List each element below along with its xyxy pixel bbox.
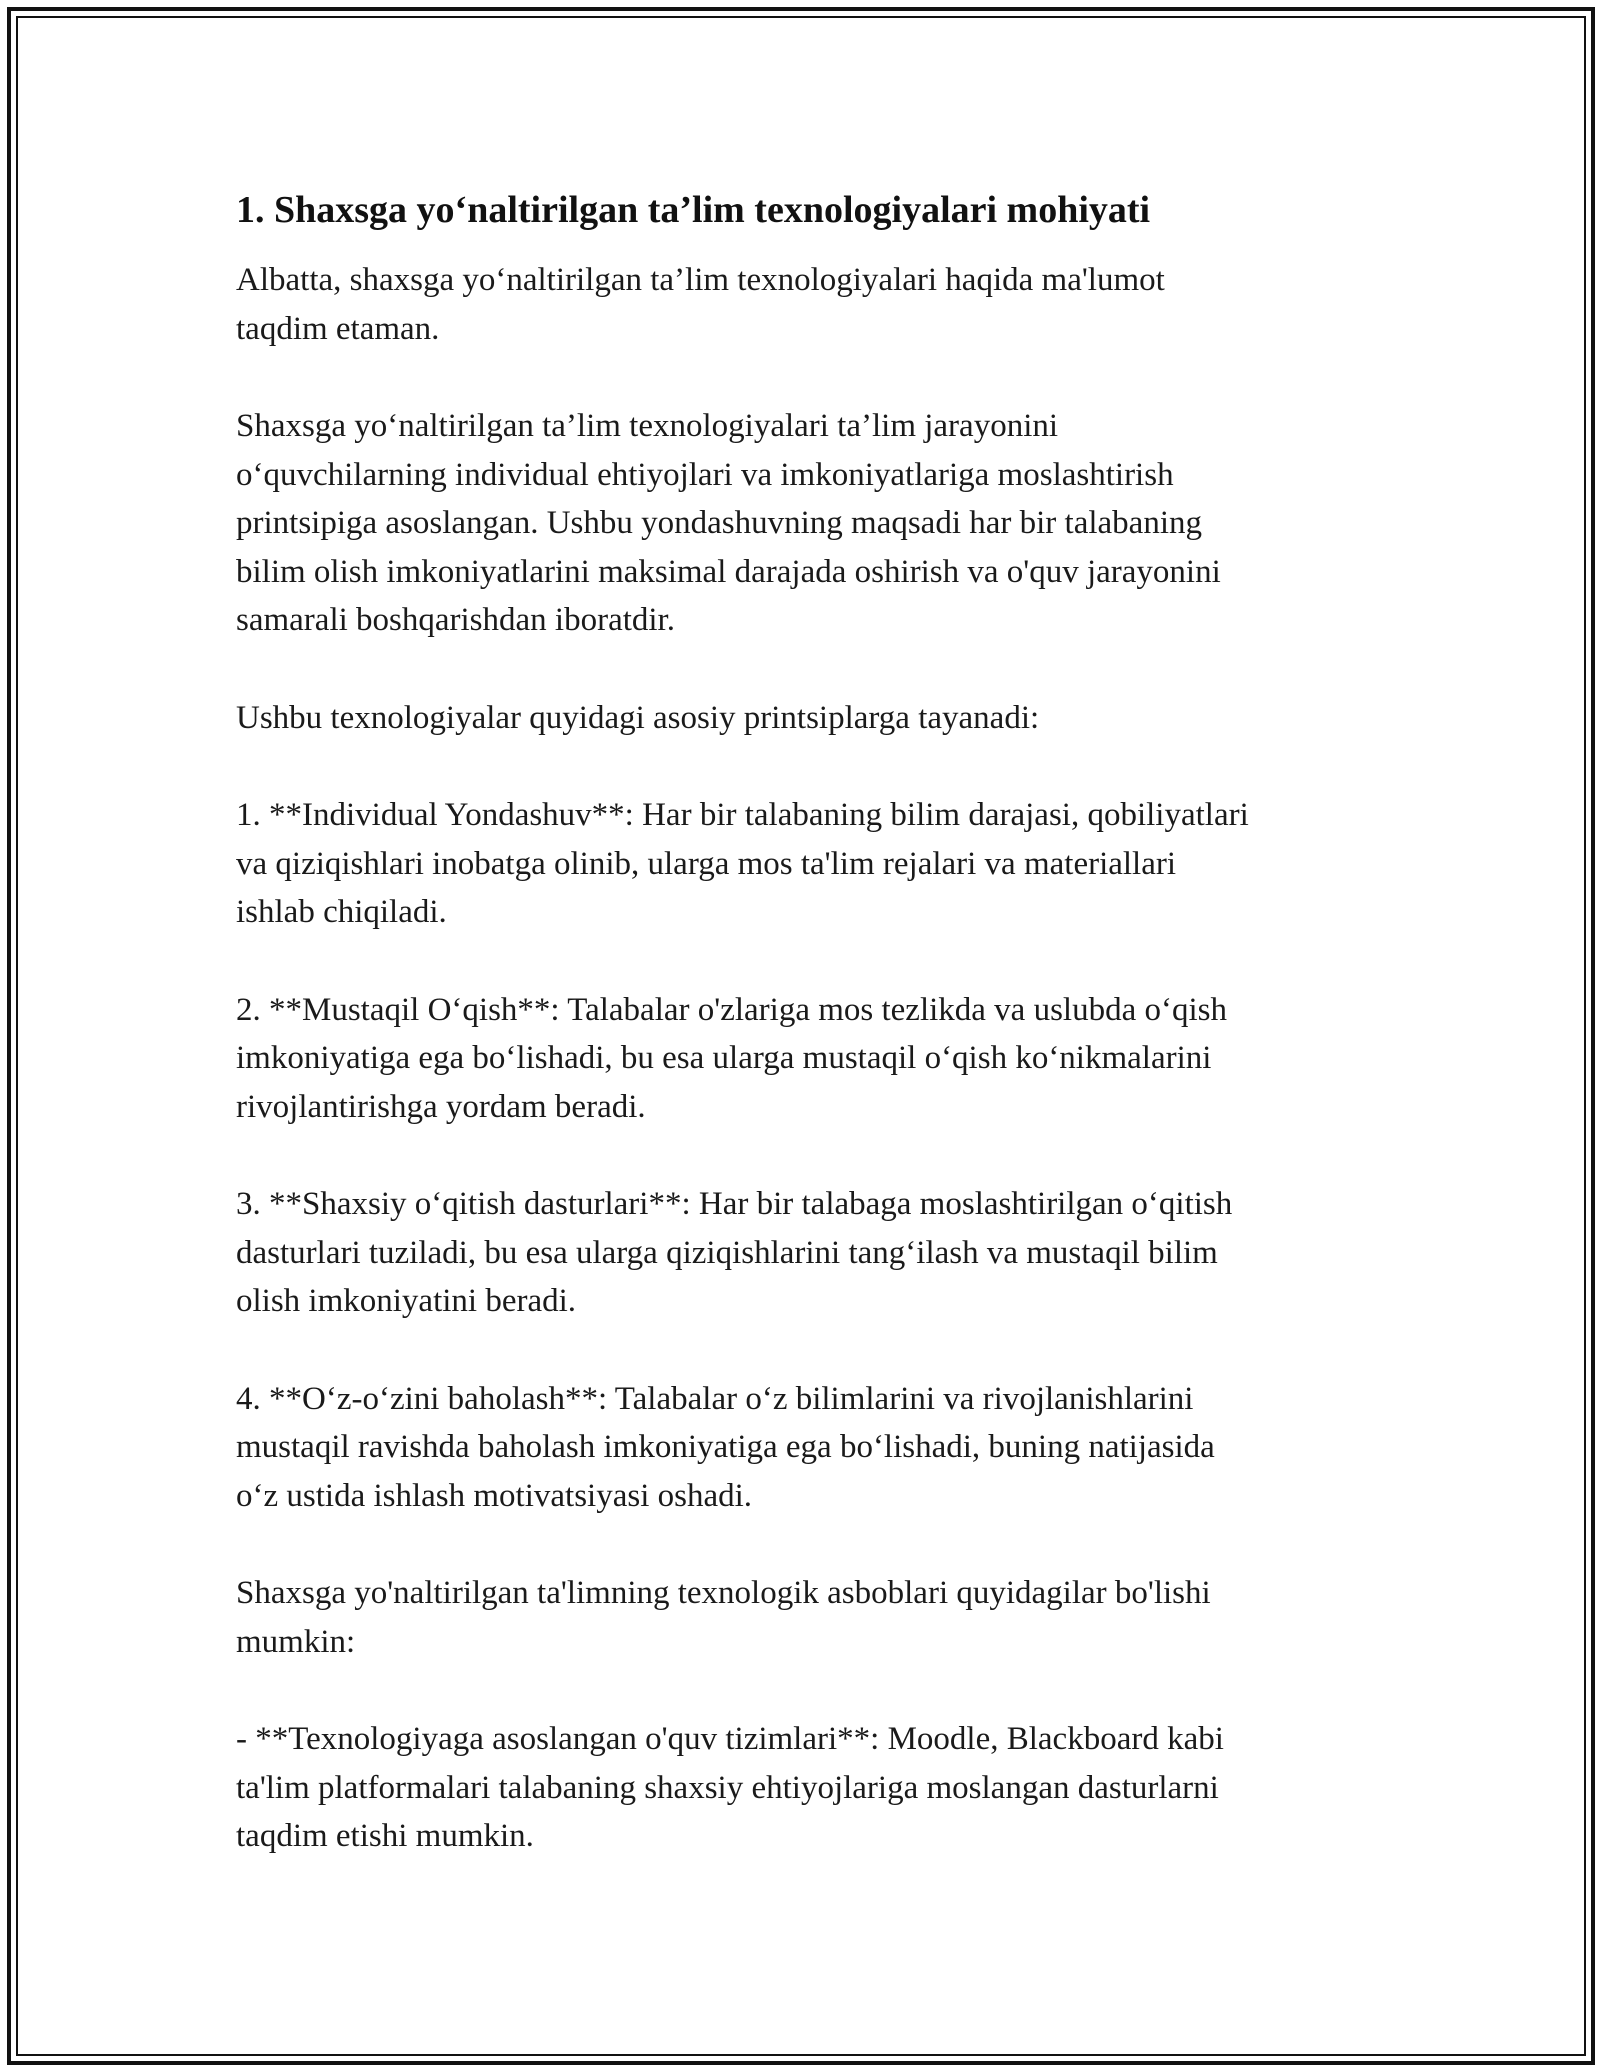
paragraph-principles-intro: Ushbu texnologiyalar quyidagi asosiy printsiplarga tayanadi: xyxy=(236,699,1040,736)
paragraph-definition: Shaxsga yo‘naltirilgan ta’lim texnologiyalari ta’lim jarayonini o‘quvchilarning individual ehtiyojlari va imkoniyatlariga moslashtirish printsipiga asoslangan. Ushbu yondashuvning maqsadi har bir talabaning bilim olish imkoniyatlarini maksimal darajada oshirish va o'quv jarayonini samarali boshqarishdan iboratdir. xyxy=(236,408,1221,638)
document-body xyxy=(236,186,1386,1861)
list-item-4: 4. **O‘z-o‘zini baholash**: Talabalar o‘z bilimlarini va rivojlanishlarini mustaqil ravishda baholash imkoniyatiga ega bo‘lishadi, buning natijasida o‘z ustida ishlash motivatsiyasi oshadi. xyxy=(236,1380,1215,1514)
list-item-3: 3. **Shaxsiy o‘qitish dasturlari**: Har bir talabaga moslashtirilgan o‘qitish dasturlari tuziladi, bu esa ularga qiziqishlarini tang‘ilash va mustaqil bilim olish imkoniyatini beradi. xyxy=(236,1186,1233,1319)
list-item-1: 1. **Individual Yondashuv**: Har bir talabaning bilim darajasi, qobiliyatlari va qiziqishlari inobatga olinib, ularga mos ta'lim rejalari va materiallari ishlab chiqiladi. xyxy=(236,797,1249,930)
bullet-item-1: - **Texnologiyaga asoslangan o'quv tizimlari**: Moodle, Blackboard kabi ta'lim platformalari talabaning shaxsiy ehtiyojlariga moslangan dasturlarni taqdim etishi mumkin. xyxy=(236,1721,1224,1854)
section-heading: 1. Shaxsga yo‘naltirilgan ta’lim texnologiyalari mohiyati xyxy=(236,189,1151,231)
paragraph-tools-intro: Shaxsga yo'naltirilgan ta'limning texnologik asboblari quyidagilar bo'lishi mumkin: xyxy=(236,1575,1211,1660)
paragraph-intro: Albatta, shaxsga yo‘naltirilgan ta’lim texnologiyalari haqida ma'lumot taqdim etaman. xyxy=(236,262,1165,347)
list-item-2: 2. **Mustaqil O‘qish**: Talabalar o'zlariga mos tezlikda va uslubda o‘qish imkoniyatiga ega bo‘lishadi, bu esa ularga mustaqil o‘qish ko‘nikmalarini rivojlantirishga yordam beradi. xyxy=(236,991,1227,1125)
